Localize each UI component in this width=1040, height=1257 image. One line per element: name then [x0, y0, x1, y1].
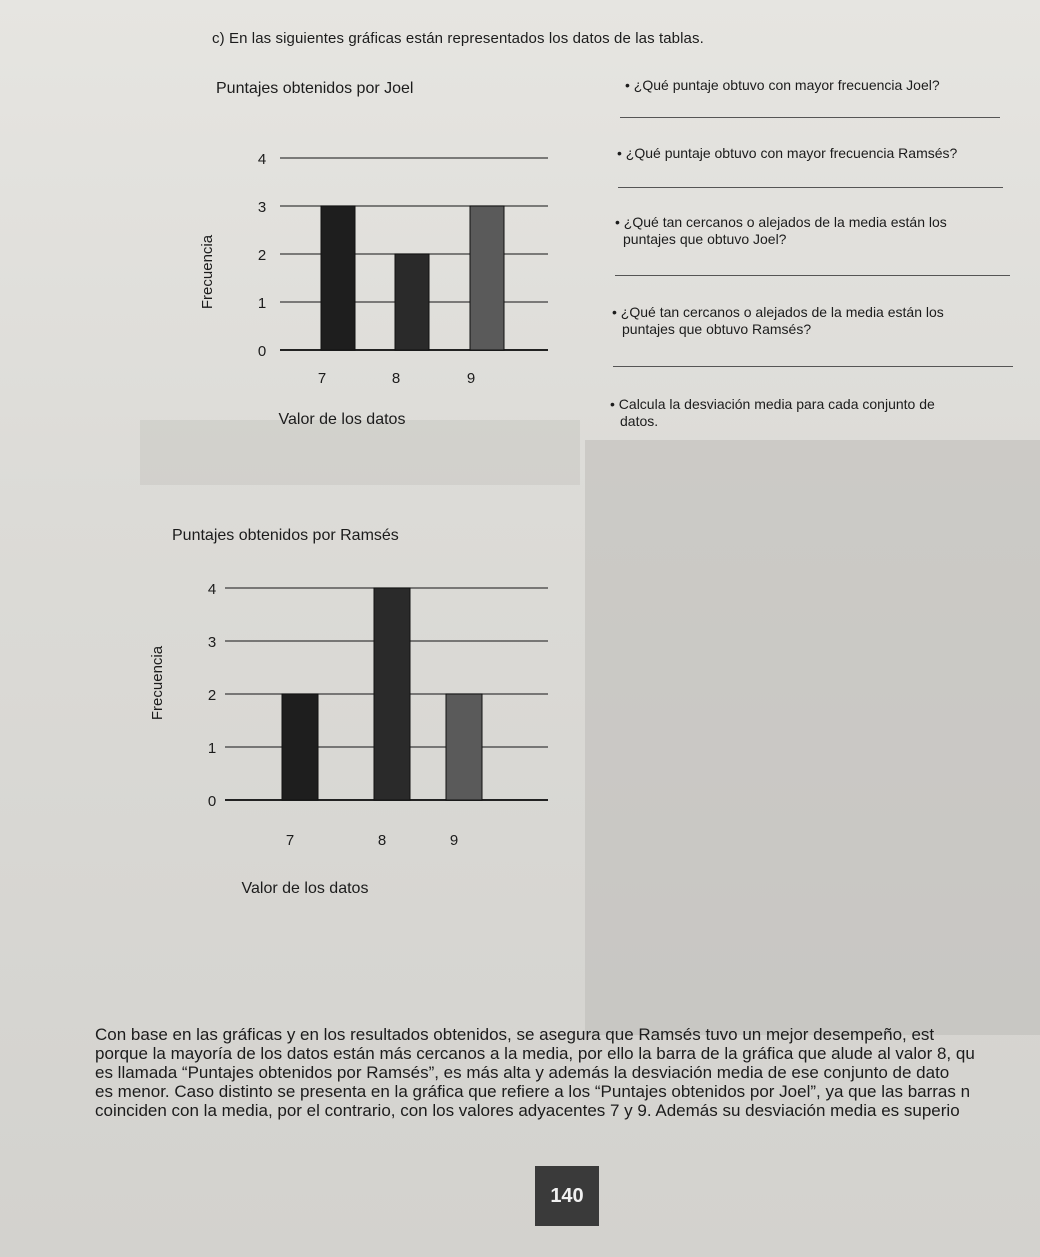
- question-bullet: •: [617, 145, 622, 161]
- question-5: [610, 396, 935, 430]
- question-bullet: •: [612, 304, 617, 320]
- bar-ramses-7: [282, 694, 318, 800]
- ytick-label-ramses: 4: [207, 581, 217, 598]
- ytick-label-joel: 0: [257, 343, 267, 360]
- bar-joel-9: [470, 206, 504, 350]
- question-text: ¿Qué tan cercanos o alejados de la media están los: [623, 214, 947, 230]
- conclusion-line: Con base en las gráficas y en los resultados obtenidos, se asegura que Ramsés tuvo un mejor desempeño, est: [95, 1025, 935, 1044]
- question-bullet: •: [610, 396, 615, 412]
- conclusion-line: coinciden con la media, por el contrario, con los valores adyacentes 7 y 9. Además su desviación media es superio: [95, 1101, 960, 1120]
- chart-title-joel: Puntajes obtenidos por Joel: [216, 80, 414, 97]
- ytick-label-joel: 4: [257, 151, 267, 168]
- exercise-heading: c) En las siguientes gráficas están representados los datos de las tablas.: [212, 30, 704, 47]
- question-2: [617, 145, 957, 162]
- xtick-label-joel: 9: [466, 370, 476, 387]
- y-axis-label-ramses: Frecuencia: [149, 645, 166, 721]
- x-axis-label-joel: Valor de los datos: [278, 411, 406, 428]
- xtick-label-ramses: 7: [285, 832, 295, 849]
- y-axis-label-joel: Frecuencia: [199, 234, 216, 310]
- page-number: 140: [535, 1166, 599, 1226]
- ytick-label-ramses: 0: [207, 793, 217, 810]
- question-text: Calcula la desviación media para cada conjunto de: [618, 396, 935, 412]
- conclusion-line: es llamada “Puntajes obtenidos por Ramsés”, es más alta y además la desviación media de ese conjunto de dato: [95, 1063, 950, 1082]
- question-text: ¿Qué puntaje obtuvo con mayor frecuencia Ramsés?: [625, 145, 958, 161]
- xtick-label-ramses: 8: [377, 832, 387, 849]
- question-text-2: puntajes que obtuvo Ramsés?: [622, 321, 812, 337]
- x-axis-label-ramses: Valor de los datos: [241, 880, 369, 897]
- xtick-label-joel: 7: [317, 370, 327, 387]
- question-bullet: •: [615, 214, 620, 230]
- question-1: [625, 77, 940, 94]
- question-text: ¿Qué puntaje obtuvo con mayor frecuencia Joel?: [633, 77, 940, 93]
- question-text-2: puntajes que obtuvo Joel?: [623, 231, 787, 247]
- ytick-label-joel: 1: [257, 295, 267, 312]
- question-4: [612, 304, 944, 338]
- answer-line-2[interactable]: [618, 187, 1003, 188]
- question-text-2: datos.: [620, 413, 659, 429]
- chart-title-ramses: Puntajes obtenidos por Ramsés: [172, 527, 399, 544]
- answer-line-4[interactable]: [613, 366, 1013, 367]
- ytick-label-joel: 3: [257, 199, 267, 216]
- ytick-label-ramses: 2: [207, 687, 217, 704]
- ytick-label-joel: 2: [257, 247, 267, 264]
- conclusion-line: porque la mayoría de los datos están más cercanos a la media, por ello la barra de la gráfica que alude al valor 8, qu: [95, 1044, 975, 1063]
- bar-ramses-9: [446, 694, 482, 800]
- xtick-label-ramses: 9: [449, 832, 459, 849]
- ytick-label-ramses: 1: [207, 740, 217, 757]
- question-bullet: •: [625, 77, 630, 93]
- question-text: ¿Qué tan cercanos o alejados de la media están los: [620, 304, 944, 320]
- bar-ramses-8: [374, 588, 410, 800]
- bar-joel-8: [395, 254, 429, 350]
- ytick-label-ramses: 3: [207, 634, 217, 651]
- answer-line-3[interactable]: [615, 275, 1010, 276]
- answer-line-1[interactable]: [620, 117, 1000, 118]
- conclusion-paragraph: [95, 1025, 1035, 1120]
- bar-joel-7: [321, 206, 355, 350]
- question-3: [615, 214, 947, 248]
- xtick-label-joel: 8: [391, 370, 401, 387]
- conclusion-line: es menor. Caso distinto se presenta en la gráfica que refiere a los “Puntajes obtenidos por Joel”, ya que las barras n: [95, 1082, 971, 1101]
